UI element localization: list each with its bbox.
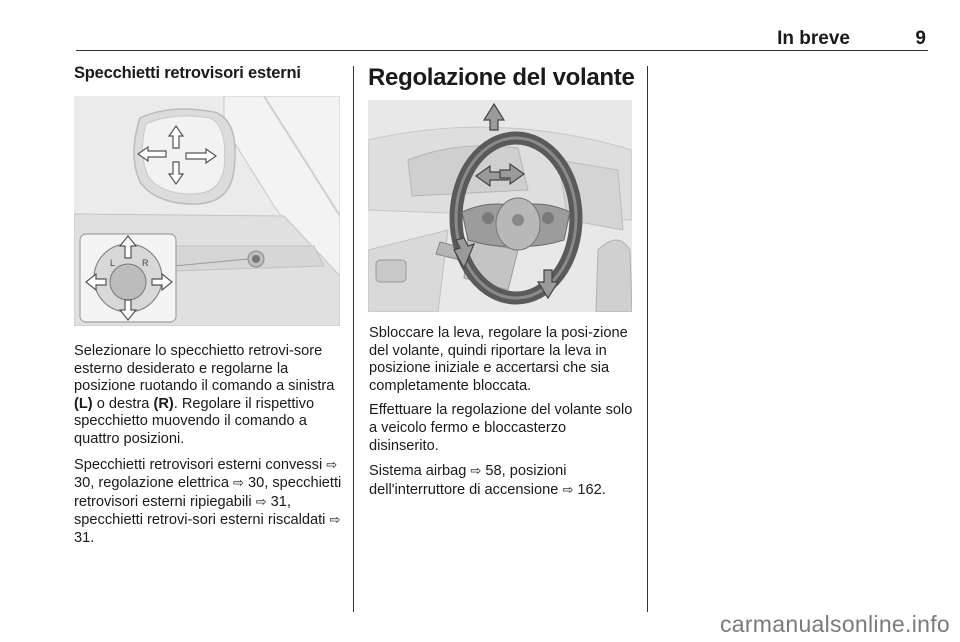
mirror-paragraph-2: Specchietti retrovisori esterni convessi ⇨ 30, regolazione elettrica ⇨ 30, specchietti retrovisori esterni ripiegabili ⇨ 31, specchietti retrovi-sori esterni riscaldati ⇨ 31. [74,456,342,546]
page-ref[interactable]: 30 [74,475,91,492]
left-label: L [110,258,116,268]
steering-section-heading: Regolazione del volante [368,64,635,91]
mirror-paragraph-1: Selezionare lo specchietto retrovi-sore esterno desiderato e regolarne la posizione ruotando il comando a sinistra (L) o destra (R). Regolare il rispettivo specchietto muovendo il comando a quattro posizioni. [74,343,335,447]
header-rule [76,50,928,51]
column-divider-left [353,66,354,612]
xref-arrow-icon: ⇨ [233,475,244,491]
page-header [76,26,928,52]
mirror-illustration [74,96,340,326]
steering-paragraph-3: Sistema airbag ⇨ 58, posizioni dell'interruttore di accensione ⇨ 162. [369,463,606,498]
mirror-section [74,64,340,83]
page-ref[interactable]: 31 [270,493,287,510]
page-number: 9 [915,28,926,49]
xref-arrow-icon: ⇨ [470,463,482,479]
steering-section [368,64,634,92]
mirror-illustration-svg [74,96,340,326]
mirror-section-heading: Specchietti retrovisori esterni [74,64,301,82]
steering-paragraph-1: Sbloccare la leva, regolare la posi-zione del volante, quindi riportare la leva in posizione iniziale e accertarsi che sia completamente bloccata. [369,325,628,394]
watermark: carmanualsonline.info [719,611,950,637]
page-ref[interactable]: 58 [485,463,502,480]
steering-illustration-svg [368,100,632,312]
page-ref[interactable]: 30 [247,475,265,492]
column-divider-right [647,66,648,612]
xref-arrow-icon: ⇨ [255,493,267,509]
page-ref[interactable]: 162 [577,481,602,498]
label-left: (L) [74,395,93,412]
chapter-title: In breve [777,28,850,49]
right-label: R [142,258,149,268]
xref-arrow-icon: ⇨ [329,512,341,528]
xref-arrow-icon: ⇨ [562,481,574,497]
xref-arrow-icon: ⇨ [326,456,338,472]
label-right: (R) [153,395,174,412]
steering-illustration [368,100,632,312]
steering-description [369,325,635,506]
mirror-description [74,343,342,555]
steering-paragraph-2: Effettuare la regolazione del volante solo a veicolo fermo e bloccasterzo disinserito. [369,402,633,454]
page-ref[interactable]: 31 [74,529,91,546]
